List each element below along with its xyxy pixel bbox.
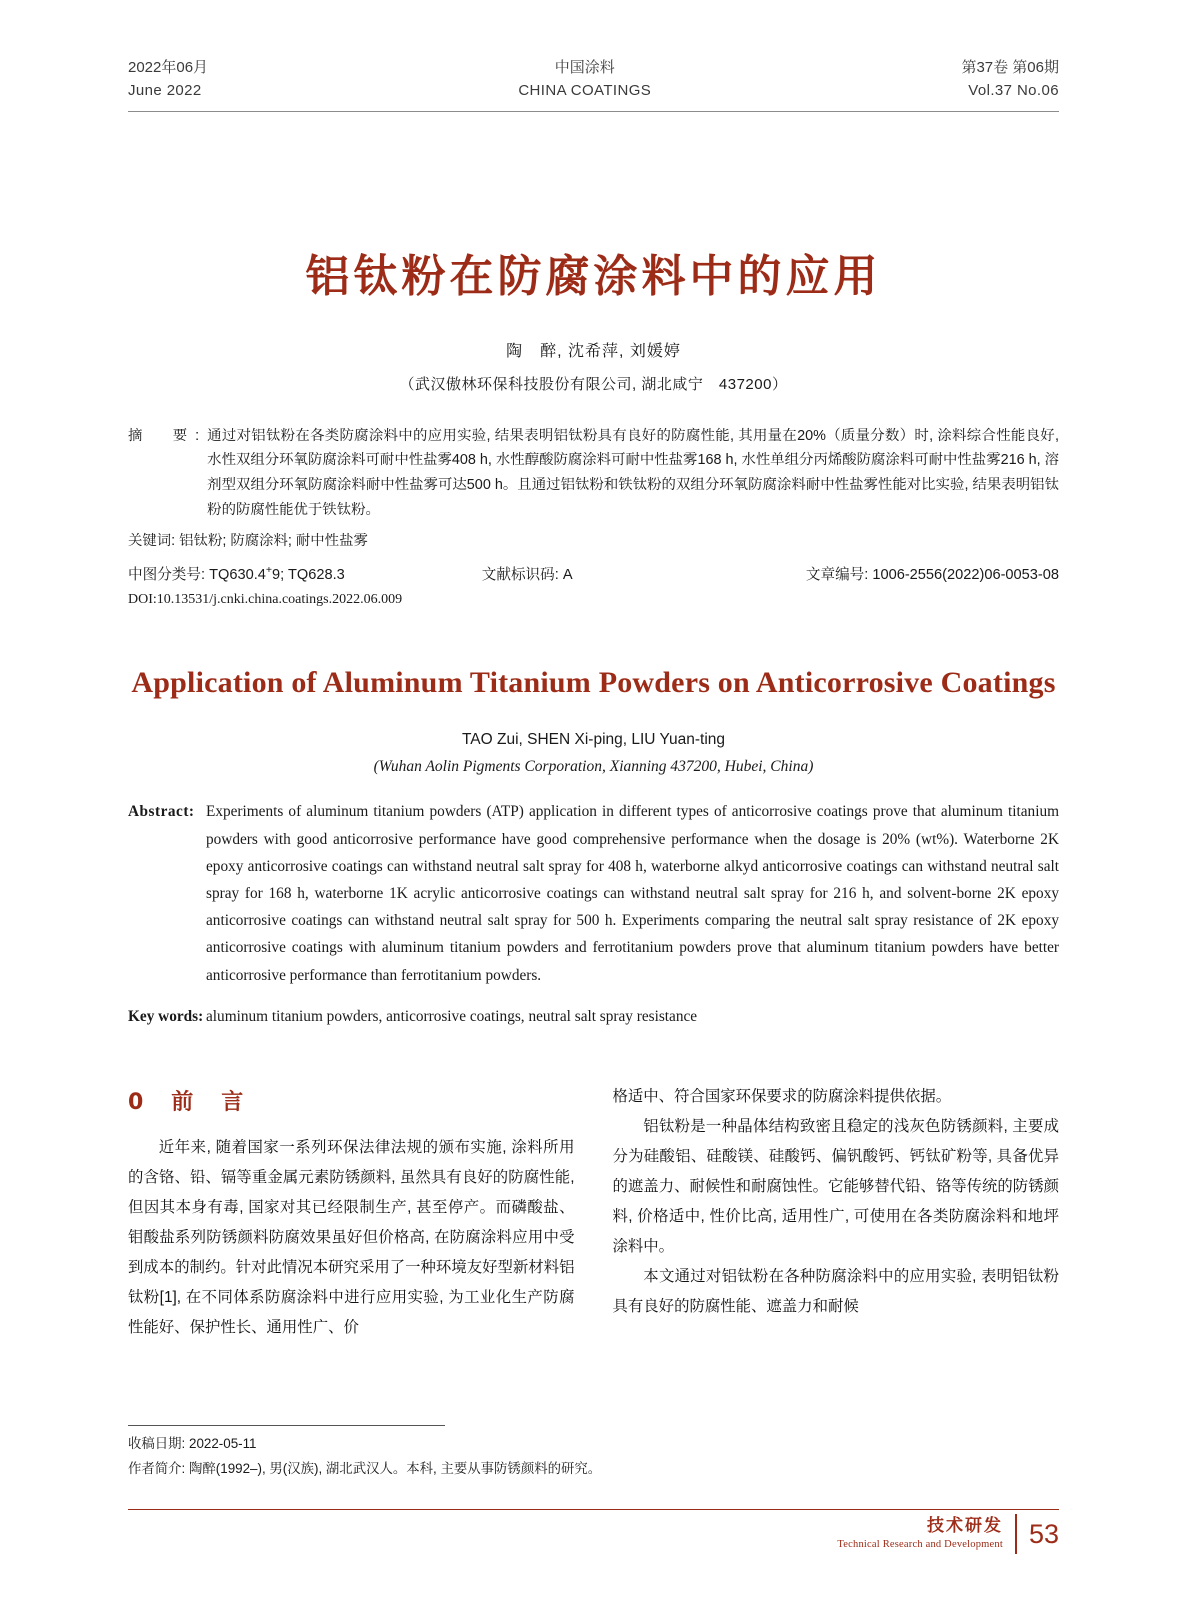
abstract-cn-text: 通过对铝钛粉在各类防腐涂料中的应用实验, 结果表明铝钛粉具有良好的防腐性能, 其用量在20%（质量分数）时, 涂料综合性能良好, 水性双组分环氧防腐涂料可耐中性盐雾408 h, 水性醇酸防腐涂料可耐中性盐雾168 h, 水性单组分丙烯酸防腐涂料可耐中性盐雾216 h, 溶剂型双组分环氧防腐涂料耐中性盐雾可达500 h。且通过铝钛粉和铁钛粉的双组分环氧防腐涂料耐中性盐雾性能对比实验, 结果表明铝钛粉的防腐性能优于铁钛粉。: [207, 427, 1059, 518]
received-date: 收稿日期: 2022-05-11: [128, 1436, 257, 1452]
page-number: 53: [1028, 1518, 1059, 1549]
running-head-date: [128, 56, 208, 103]
doi-text: DOI:10.13531/j.cnki.china.coatings.2022.06.009: [128, 592, 403, 608]
running-head: [128, 0, 1059, 103]
document-code: 文献标识码: A: [481, 567, 573, 584]
paragraph: 近年来, 随着国家一系列环保法律法规的颁布实施, 涂料所用的含铬、铅、镉等重金属元素防锈颜料, 虽然具有良好的防腐性能, 但因其本身有毒, 国家对其已经限制生产, 甚至停产。而磷酸盐、钼酸盐系列防锈颜料防腐效果虽好但价格高, 在防腐涂料应用中受到成本的制约。针对此情况本研究采用了一种环境友好型新材料铝钛粉[1], 在不同体系防腐涂料中进行应用实验, 为工业化生产防腐性能好、保护性长、通用性广、价: [128, 1138, 575, 1337]
abstract-en: [128, 798, 1059, 989]
paragraph: 格适中、符合国家环保要求的防腐涂料提供依据。: [612, 1088, 952, 1106]
affiliation-cn: （武汉傲林环保科技股份有限公司, 湖北咸宁 437200）: [399, 375, 788, 393]
abstract-en-text: Experiments of aluminum titanium powders (ATP) application in different types of anticorrosive coatings prove that aluminum titanium powders with good anticorrosive performance have good comprehensive performance when the dosage is 20% (wt%). Waterborne 2K epoxy anticorrosive coatings can withstand neutral salt spray for 408 h, waterborne alkyd anticorrosive coatings can withstand neutral salt spray for 168 h, waterborne 1K acrylic anticorrosive coatings can withstand neutral salt spray for 216 h, and solvent-borne 2K epoxy anticorrosive coatings can withstand neutral salt spray for 500 h. Experiments comparing the neutral salt spray resistance of 2K epoxy anticorrosive coatings with aluminum titanium powders and ferrotitanium powders prove that aluminum titanium powders have better anticorrosive performance than ferrotitanium powders.: [206, 803, 1059, 984]
keywords-en-text: aluminum titanium powders, anticorrosive coatings, neutral salt spray resistance: [206, 1007, 698, 1025]
page-footer: [837, 1514, 1059, 1554]
running-head-journal: [518, 56, 651, 103]
footnotes: [128, 1425, 1059, 1482]
body-columns: [128, 1082, 1059, 1343]
clc-value: TQ630.4: [209, 567, 266, 584]
running-head-date-en: June 2022: [128, 82, 202, 100]
page-title-en: Application of Aluminum Titanium Powders on Anticorrosive Coatings: [131, 666, 1056, 700]
body-column-right: [613, 1082, 1060, 1343]
footer-section-cn: 技术研发: [926, 1516, 1003, 1537]
header-divider: [128, 111, 1059, 112]
abstract-cn: [128, 424, 1059, 523]
footer-section-en: Technical Research and Development: [837, 1539, 1003, 1551]
clc-number: [128, 563, 482, 584]
page-title-cn: 铝钛粉在防腐涂料中的应用: [305, 250, 882, 302]
paragraph: 铝钛粉是一种晶体结构致密且稳定的浅灰色防锈颜料, 主要成分为硅酸铝、硅酸镁、硅酸钙、偏钒酸钙、钙钛矿粉等, 具备优异的遮盖力、耐候性和耐腐蚀性。它能够替代铅、铬等传统的防锈颜料, 价格适中, 性价比高, 适用性广, 可使用在各类防腐涂料和地坪涂料中。: [612, 1118, 1059, 1256]
footer-divider: [128, 1509, 1059, 1510]
abstract-en-label: Abstract:: [128, 803, 195, 821]
footnote-divider: [128, 1425, 445, 1426]
clc-superscript: +: [265, 564, 273, 577]
classification-row: [128, 563, 1059, 584]
section-heading-0: 0 前 言: [128, 1090, 247, 1116]
keywords-cn: 关键词: 铝钛粉; 防腐涂料; 耐中性盐雾: [128, 532, 368, 549]
journal-name-en: CHINA COATINGS: [518, 82, 652, 100]
volume-cn: 第37卷 第06期: [961, 59, 1059, 76]
abstract-cn-label: 摘 要:: [128, 427, 208, 444]
author-bio: 作者简介: 陶醉(1992–), 男(汉族), 湖北武汉人。本科, 主要从事防锈颜料的研究。: [128, 1461, 602, 1477]
volume-en: Vol.37 No.06: [968, 82, 1059, 100]
body-column-left: [128, 1082, 575, 1343]
keywords-en-label: Key words:: [128, 1007, 204, 1025]
journal-name-cn: 中国涂料: [554, 59, 615, 76]
footer-separator-bar: [1015, 1514, 1017, 1554]
running-head-volume: [961, 56, 1059, 103]
paragraph: 本文通过对铝钛粉在各种防腐涂料中的应用实验, 表明铝钛粉具有良好的防腐性能、遮盖力和耐候: [612, 1268, 1059, 1316]
clc-prefix: 中图分类号:: [128, 567, 206, 584]
keywords-en: [128, 1003, 1059, 1030]
authors-cn: 陶 醉, 沈希萍, 刘媛婷: [506, 342, 681, 360]
affiliation-en: (Wuhan Aolin Pigments Corporation, Xianning 437200, Hubei, China): [373, 758, 814, 776]
clc-tail: 9; TQ628.3: [272, 567, 345, 584]
article-number: 文章编号: 1006-2556(2022)06-0053-08: [805, 567, 1059, 584]
running-head-date-cn: 2022年06月: [128, 59, 209, 76]
authors-en: TAO Zui, SHEN Xi-ping, LIU Yuan-ting: [461, 731, 726, 749]
footer-section-labels: [837, 1515, 1003, 1552]
